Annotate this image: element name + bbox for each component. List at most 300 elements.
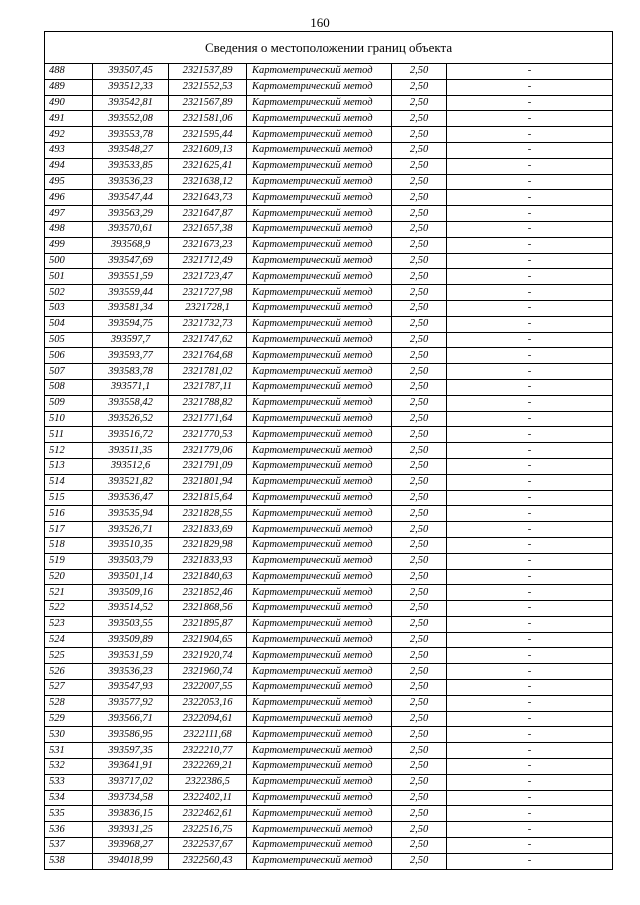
coordinate-x-cell: 393547,44 xyxy=(93,190,169,206)
accuracy-cell: 2,50 xyxy=(392,727,447,743)
coordinate-x-cell: 393509,16 xyxy=(93,585,169,601)
accuracy-cell: 2,50 xyxy=(392,427,447,443)
table-row xyxy=(45,458,613,474)
method-cell: Картометрический метод xyxy=(247,537,392,553)
coordinate-x-cell: 393501,14 xyxy=(93,569,169,585)
method-cell: Картометрический метод xyxy=(247,237,392,253)
description-cell: - xyxy=(447,759,613,775)
table-row xyxy=(45,711,613,727)
accuracy-cell: 2,50 xyxy=(392,822,447,838)
point-number-cell: 522 xyxy=(45,601,93,617)
coordinate-y-cell: 2321609,13 xyxy=(169,142,247,158)
accuracy-cell: 2,50 xyxy=(392,221,447,237)
description-cell: - xyxy=(447,300,613,316)
method-cell: Картометрический метод xyxy=(247,790,392,806)
table-row xyxy=(45,537,613,553)
method-cell: Картометрический метод xyxy=(247,411,392,427)
description-cell: - xyxy=(447,506,613,522)
coordinate-y-cell: 2321643,73 xyxy=(169,190,247,206)
point-number-cell: 488 xyxy=(45,64,93,80)
description-cell: - xyxy=(447,316,613,332)
coordinate-y-cell: 2321747,62 xyxy=(169,332,247,348)
table-row xyxy=(45,616,613,632)
table-row xyxy=(45,743,613,759)
coordinate-x-cell: 393535,94 xyxy=(93,506,169,522)
description-cell: - xyxy=(447,727,613,743)
accuracy-cell: 2,50 xyxy=(392,664,447,680)
coordinate-y-cell: 2321712,49 xyxy=(169,253,247,269)
table-row xyxy=(45,364,613,380)
point-number-cell: 532 xyxy=(45,759,93,775)
point-number-cell: 498 xyxy=(45,221,93,237)
description-cell: - xyxy=(447,490,613,506)
point-number-cell: 520 xyxy=(45,569,93,585)
description-cell: - xyxy=(447,142,613,158)
table-row xyxy=(45,853,613,869)
table-row xyxy=(45,411,613,427)
description-cell: - xyxy=(447,522,613,538)
table-row xyxy=(45,127,613,143)
coordinate-x-cell: 393536,23 xyxy=(93,664,169,680)
point-number-cell: 521 xyxy=(45,585,93,601)
accuracy-cell: 2,50 xyxy=(392,648,447,664)
table-row xyxy=(45,142,613,158)
method-cell: Картометрический метод xyxy=(247,743,392,759)
description-cell: - xyxy=(447,285,613,301)
method-cell: Картометрический метод xyxy=(247,79,392,95)
description-cell: - xyxy=(447,853,613,869)
coordinate-x-cell: 393553,78 xyxy=(93,127,169,143)
coordinate-x-cell: 393552,08 xyxy=(93,111,169,127)
coordinate-y-cell: 2322402,11 xyxy=(169,790,247,806)
coordinate-y-cell: 2321815,64 xyxy=(169,490,247,506)
coordinate-x-cell: 393512,6 xyxy=(93,458,169,474)
point-number-cell: 499 xyxy=(45,237,93,253)
table-row xyxy=(45,822,613,838)
method-cell: Картометрический метод xyxy=(247,174,392,190)
description-cell: - xyxy=(447,158,613,174)
point-number-cell: 534 xyxy=(45,790,93,806)
description-cell: - xyxy=(447,332,613,348)
coordinate-x-cell: 393583,78 xyxy=(93,364,169,380)
point-number-cell: 503 xyxy=(45,300,93,316)
method-cell: Картометрический метод xyxy=(247,853,392,869)
accuracy-cell: 2,50 xyxy=(392,111,447,127)
accuracy-cell: 2,50 xyxy=(392,458,447,474)
accuracy-cell: 2,50 xyxy=(392,443,447,459)
point-number-cell: 496 xyxy=(45,190,93,206)
method-cell: Картометрический метод xyxy=(247,474,392,490)
coordinate-y-cell: 2321895,87 xyxy=(169,616,247,632)
method-cell: Картометрический метод xyxy=(247,506,392,522)
description-cell: - xyxy=(447,411,613,427)
coordinate-y-cell: 2321581,06 xyxy=(169,111,247,127)
coordinate-x-cell: 393533,85 xyxy=(93,158,169,174)
method-cell: Картометрический метод xyxy=(247,300,392,316)
method-cell: Картометрический метод xyxy=(247,221,392,237)
coordinate-x-cell: 393548,27 xyxy=(93,142,169,158)
accuracy-cell: 2,50 xyxy=(392,790,447,806)
accuracy-cell: 2,50 xyxy=(392,95,447,111)
point-number-cell: 516 xyxy=(45,506,93,522)
coordinate-y-cell: 2321595,44 xyxy=(169,127,247,143)
point-number-cell: 529 xyxy=(45,711,93,727)
table-row xyxy=(45,664,613,680)
point-number-cell: 536 xyxy=(45,822,93,838)
coordinate-x-cell: 393526,71 xyxy=(93,522,169,538)
method-cell: Картометрический метод xyxy=(247,427,392,443)
coordinate-x-cell: 393536,23 xyxy=(93,174,169,190)
description-cell: - xyxy=(447,838,613,854)
coordinate-x-cell: 393516,72 xyxy=(93,427,169,443)
table-row xyxy=(45,206,613,222)
table-row xyxy=(45,111,613,127)
point-number-cell: 513 xyxy=(45,458,93,474)
method-cell: Картометрический метод xyxy=(247,522,392,538)
coordinate-x-cell: 393511,35 xyxy=(93,443,169,459)
description-cell: - xyxy=(447,127,613,143)
description-cell: - xyxy=(447,585,613,601)
description-cell: - xyxy=(447,474,613,490)
coordinate-y-cell: 2322053,16 xyxy=(169,695,247,711)
description-cell: - xyxy=(447,64,613,80)
description-cell: - xyxy=(447,743,613,759)
accuracy-cell: 2,50 xyxy=(392,348,447,364)
method-cell: Картометрический метод xyxy=(247,616,392,632)
point-number-cell: 524 xyxy=(45,632,93,648)
table-row xyxy=(45,285,613,301)
coordinate-y-cell: 2322269,21 xyxy=(169,759,247,775)
table-row xyxy=(45,601,613,617)
table-row xyxy=(45,269,613,285)
table-row xyxy=(45,585,613,601)
coordinate-y-cell: 2321840,63 xyxy=(169,569,247,585)
description-cell: - xyxy=(447,806,613,822)
method-cell: Картометрический метод xyxy=(247,316,392,332)
coordinate-y-cell: 2322111,68 xyxy=(169,727,247,743)
point-number-cell: 512 xyxy=(45,443,93,459)
method-cell: Картометрический метод xyxy=(247,569,392,585)
coordinate-x-cell: 393593,77 xyxy=(93,348,169,364)
description-cell: - xyxy=(447,79,613,95)
accuracy-cell: 2,50 xyxy=(392,838,447,854)
page-number: 160 xyxy=(310,15,330,30)
coordinate-y-cell: 2321552,53 xyxy=(169,79,247,95)
accuracy-cell: 2,50 xyxy=(392,743,447,759)
point-number-cell: 518 xyxy=(45,537,93,553)
coordinate-y-cell: 2321657,38 xyxy=(169,221,247,237)
method-cell: Картометрический метод xyxy=(247,332,392,348)
description-cell: - xyxy=(447,458,613,474)
coordinate-x-cell: 393931,25 xyxy=(93,822,169,838)
method-cell: Картометрический метод xyxy=(247,348,392,364)
coordinate-x-cell: 393734,58 xyxy=(93,790,169,806)
method-cell: Картометрический метод xyxy=(247,806,392,822)
table-row xyxy=(45,806,613,822)
point-number-cell: 530 xyxy=(45,727,93,743)
table-row xyxy=(45,553,613,569)
coordinate-y-cell: 2321673,23 xyxy=(169,237,247,253)
coordinate-y-cell: 2321833,69 xyxy=(169,522,247,538)
point-number-cell: 511 xyxy=(45,427,93,443)
point-number-cell: 517 xyxy=(45,522,93,538)
accuracy-cell: 2,50 xyxy=(392,711,447,727)
point-number-cell: 502 xyxy=(45,285,93,301)
coordinate-x-cell: 393586,95 xyxy=(93,727,169,743)
coordinate-x-cell: 394018,99 xyxy=(93,853,169,869)
coordinate-y-cell: 2321920,74 xyxy=(169,648,247,664)
description-cell: - xyxy=(447,364,613,380)
point-number-cell: 509 xyxy=(45,395,93,411)
method-cell: Картометрический метод xyxy=(247,822,392,838)
method-cell: Картометрический метод xyxy=(247,680,392,696)
accuracy-cell: 2,50 xyxy=(392,585,447,601)
point-number-cell: 489 xyxy=(45,79,93,95)
table-row xyxy=(45,237,613,253)
table-row xyxy=(45,253,613,269)
point-number-cell: 514 xyxy=(45,474,93,490)
description-cell: - xyxy=(447,664,613,680)
coordinate-x-cell: 393559,44 xyxy=(93,285,169,301)
coordinate-x-cell: 393514,52 xyxy=(93,601,169,617)
description-cell: - xyxy=(447,190,613,206)
coordinate-x-cell: 393568,9 xyxy=(93,237,169,253)
description-cell: - xyxy=(447,395,613,411)
table-row xyxy=(45,379,613,395)
method-cell: Картометрический метод xyxy=(247,727,392,743)
accuracy-cell: 2,50 xyxy=(392,806,447,822)
point-number-cell: 526 xyxy=(45,664,93,680)
coordinate-y-cell: 2321960,74 xyxy=(169,664,247,680)
description-cell: - xyxy=(447,711,613,727)
accuracy-cell: 2,50 xyxy=(392,253,447,269)
coordinate-y-cell: 2321801,94 xyxy=(169,474,247,490)
coordinate-x-cell: 393503,55 xyxy=(93,616,169,632)
table-row xyxy=(45,79,613,95)
coordinate-y-cell: 2321833,93 xyxy=(169,553,247,569)
point-number-cell: 500 xyxy=(45,253,93,269)
method-cell: Картометрический метод xyxy=(247,585,392,601)
accuracy-cell: 2,50 xyxy=(392,237,447,253)
description-cell: - xyxy=(447,379,613,395)
coordinate-y-cell: 2321787,11 xyxy=(169,379,247,395)
coordinate-x-cell: 393526,52 xyxy=(93,411,169,427)
point-number-cell: 535 xyxy=(45,806,93,822)
point-number-cell: 528 xyxy=(45,695,93,711)
method-cell: Картометрический метод xyxy=(247,443,392,459)
coordinate-x-cell: 393512,33 xyxy=(93,79,169,95)
method-cell: Картометрический метод xyxy=(247,253,392,269)
table-row xyxy=(45,680,613,696)
table-row xyxy=(45,427,613,443)
boundary-table xyxy=(44,31,613,870)
coordinate-y-cell: 2321764,68 xyxy=(169,348,247,364)
method-cell: Картометрический метод xyxy=(247,190,392,206)
table-row xyxy=(45,95,613,111)
coordinate-y-cell: 2322210,77 xyxy=(169,743,247,759)
method-cell: Картометрический метод xyxy=(247,648,392,664)
description-cell: - xyxy=(447,269,613,285)
accuracy-cell: 2,50 xyxy=(392,364,447,380)
point-number-cell: 508 xyxy=(45,379,93,395)
description-cell: - xyxy=(447,111,613,127)
table-row xyxy=(45,348,613,364)
point-number-cell: 507 xyxy=(45,364,93,380)
description-cell: - xyxy=(447,553,613,569)
table-row xyxy=(45,759,613,775)
method-cell: Картометрический метод xyxy=(247,206,392,222)
coordinate-y-cell: 2321727,98 xyxy=(169,285,247,301)
coordinate-y-cell: 2322537,67 xyxy=(169,838,247,854)
accuracy-cell: 2,50 xyxy=(392,79,447,95)
table-row xyxy=(45,190,613,206)
accuracy-cell: 2,50 xyxy=(392,190,447,206)
coordinate-x-cell: 393547,69 xyxy=(93,253,169,269)
coordinate-y-cell: 2321770,53 xyxy=(169,427,247,443)
accuracy-cell: 2,50 xyxy=(392,285,447,301)
coordinate-y-cell: 2322516,75 xyxy=(169,822,247,838)
description-cell: - xyxy=(447,443,613,459)
method-cell: Картометрический метод xyxy=(247,285,392,301)
coordinate-y-cell: 2322094,61 xyxy=(169,711,247,727)
method-cell: Картометрический метод xyxy=(247,490,392,506)
accuracy-cell: 2,50 xyxy=(392,379,447,395)
coordinate-y-cell: 2322462,61 xyxy=(169,806,247,822)
coordinate-x-cell: 393521,82 xyxy=(93,474,169,490)
table-row xyxy=(45,64,613,80)
point-number-cell: 519 xyxy=(45,553,93,569)
accuracy-cell: 2,50 xyxy=(392,490,447,506)
coordinate-x-cell: 393597,35 xyxy=(93,743,169,759)
coordinate-y-cell: 2321779,06 xyxy=(169,443,247,459)
accuracy-cell: 2,50 xyxy=(392,616,447,632)
table-row xyxy=(45,774,613,790)
description-cell: - xyxy=(447,253,613,269)
point-number-cell: 515 xyxy=(45,490,93,506)
point-number-cell: 495 xyxy=(45,174,93,190)
accuracy-cell: 2,50 xyxy=(392,695,447,711)
point-number-cell: 538 xyxy=(45,853,93,869)
coordinate-y-cell: 2321537,89 xyxy=(169,64,247,80)
coordinate-x-cell: 393509,89 xyxy=(93,632,169,648)
description-cell: - xyxy=(447,632,613,648)
method-cell: Картометрический метод xyxy=(247,269,392,285)
coordinate-x-cell: 393581,34 xyxy=(93,300,169,316)
method-cell: Картометрический метод xyxy=(247,664,392,680)
coordinate-x-cell: 393566,71 xyxy=(93,711,169,727)
accuracy-cell: 2,50 xyxy=(392,158,447,174)
method-cell: Картометрический метод xyxy=(247,553,392,569)
description-cell: - xyxy=(447,648,613,664)
accuracy-cell: 2,50 xyxy=(392,522,447,538)
coordinate-x-cell: 393597,7 xyxy=(93,332,169,348)
coordinate-x-cell: 393558,42 xyxy=(93,395,169,411)
method-cell: Картометрический метод xyxy=(247,379,392,395)
accuracy-cell: 2,50 xyxy=(392,411,447,427)
point-number-cell: 527 xyxy=(45,680,93,696)
method-cell: Картометрический метод xyxy=(247,458,392,474)
description-cell: - xyxy=(447,427,613,443)
table-row xyxy=(45,506,613,522)
description-cell: - xyxy=(447,174,613,190)
accuracy-cell: 2,50 xyxy=(392,206,447,222)
coordinate-x-cell: 393547,93 xyxy=(93,680,169,696)
table-row xyxy=(45,300,613,316)
point-number-cell: 492 xyxy=(45,127,93,143)
coordinate-y-cell: 2321647,87 xyxy=(169,206,247,222)
description-cell: - xyxy=(447,695,613,711)
point-number-cell: 537 xyxy=(45,838,93,854)
coordinate-y-cell: 2321625,41 xyxy=(169,158,247,174)
description-cell: - xyxy=(447,206,613,222)
description-cell: - xyxy=(447,537,613,553)
coordinate-y-cell: 2321771,64 xyxy=(169,411,247,427)
table-row xyxy=(45,522,613,538)
table-row xyxy=(45,790,613,806)
coordinate-y-cell: 2321788,82 xyxy=(169,395,247,411)
accuracy-cell: 2,50 xyxy=(392,632,447,648)
accuracy-cell: 2,50 xyxy=(392,553,447,569)
coordinate-y-cell: 2321728,1 xyxy=(169,300,247,316)
point-number-cell: 491 xyxy=(45,111,93,127)
description-cell: - xyxy=(447,348,613,364)
table-row xyxy=(45,443,613,459)
accuracy-cell: 2,50 xyxy=(392,269,447,285)
description-cell: - xyxy=(447,822,613,838)
coordinate-y-cell: 2321732,73 xyxy=(169,316,247,332)
point-number-cell: 523 xyxy=(45,616,93,632)
method-cell: Картометрический метод xyxy=(247,158,392,174)
point-number-cell: 497 xyxy=(45,206,93,222)
table-row xyxy=(45,221,613,237)
method-cell: Картометрический метод xyxy=(247,95,392,111)
description-cell: - xyxy=(447,774,613,790)
table-title-row xyxy=(45,32,613,64)
coordinate-x-cell: 393551,59 xyxy=(93,269,169,285)
coordinate-x-cell: 393503,79 xyxy=(93,553,169,569)
accuracy-cell: 2,50 xyxy=(392,64,447,80)
coordinate-y-cell: 2321791,09 xyxy=(169,458,247,474)
point-number-cell: 490 xyxy=(45,95,93,111)
description-cell: - xyxy=(447,221,613,237)
point-number-cell: 510 xyxy=(45,411,93,427)
method-cell: Картометрический метод xyxy=(247,364,392,380)
method-cell: Картометрический метод xyxy=(247,632,392,648)
coordinate-y-cell: 2321828,55 xyxy=(169,506,247,522)
coordinate-y-cell: 2321567,89 xyxy=(169,95,247,111)
point-number-cell: 506 xyxy=(45,348,93,364)
table-row xyxy=(45,632,613,648)
coordinate-y-cell: 2321829,98 xyxy=(169,537,247,553)
method-cell: Картометрический метод xyxy=(247,64,392,80)
method-cell: Картометрический метод xyxy=(247,838,392,854)
accuracy-cell: 2,50 xyxy=(392,127,447,143)
method-cell: Картометрический метод xyxy=(247,695,392,711)
description-cell: - xyxy=(447,790,613,806)
accuracy-cell: 2,50 xyxy=(392,680,447,696)
point-number-cell: 493 xyxy=(45,142,93,158)
table-row xyxy=(45,158,613,174)
table-title: Сведения о местоположении границ объекта xyxy=(45,32,613,64)
accuracy-cell: 2,50 xyxy=(392,853,447,869)
coordinate-y-cell: 2322386,5 xyxy=(169,774,247,790)
accuracy-cell: 2,50 xyxy=(392,142,447,158)
coordinate-y-cell: 2321904,65 xyxy=(169,632,247,648)
table-row xyxy=(45,174,613,190)
description-cell: - xyxy=(447,569,613,585)
description-cell: - xyxy=(447,95,613,111)
point-number-cell: 494 xyxy=(45,158,93,174)
